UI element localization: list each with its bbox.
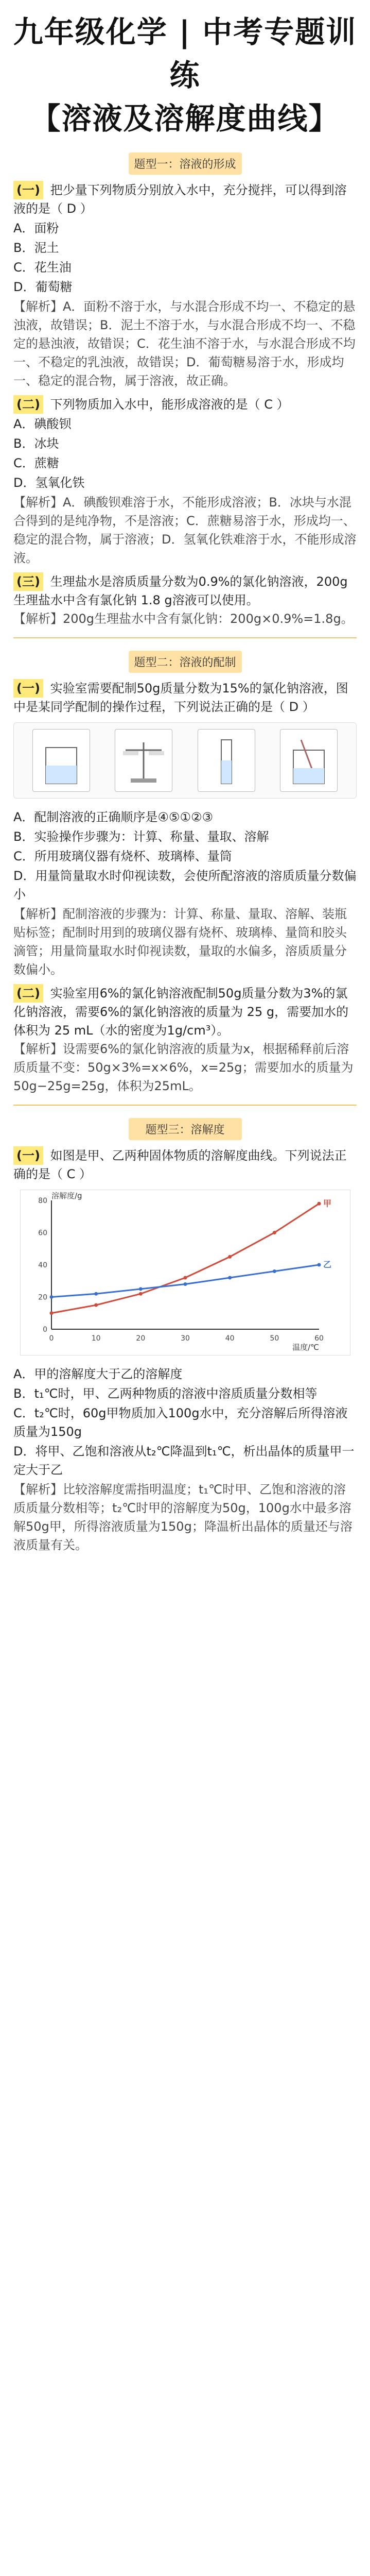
option-b: B．t₁℃时，甲、乙两种物质的溶液中溶质质量分数相等 bbox=[13, 1386, 318, 1401]
beaker-figure bbox=[32, 729, 90, 792]
x-tick-label: 50 bbox=[269, 1334, 279, 1343]
data-point bbox=[272, 1269, 276, 1273]
data-point bbox=[272, 1231, 276, 1234]
analysis: 【解析】配制溶液的步骤为：计算、称量、量取、溶解、装瓶贴标签；配制时用到的玻璃仪器有烧杯、玻璃棒、量筒和胶头滴管；用量筒量取水时仰视读数，量取的水偏多，溶质质量分数偏小。 bbox=[13, 907, 347, 977]
option-d: D．氢氧化铁 bbox=[13, 476, 85, 490]
data-point bbox=[138, 1292, 142, 1296]
x-tick-label: 20 bbox=[135, 1334, 145, 1343]
data-point bbox=[317, 1263, 321, 1267]
series-label: 乙 bbox=[323, 1260, 331, 1269]
divider bbox=[13, 1105, 357, 1106]
data-point bbox=[228, 1255, 232, 1259]
option-b: B．冰块 bbox=[13, 436, 59, 451]
y-tick-label: 40 bbox=[38, 1261, 47, 1269]
y-tick-label: 80 bbox=[38, 1197, 47, 1205]
y-axis-label: 溶解度/g bbox=[51, 1191, 82, 1200]
option-c: C．蔗糖 bbox=[13, 456, 59, 470]
question-tag: (一) bbox=[13, 1146, 43, 1165]
series-label: 甲 bbox=[323, 1198, 331, 1209]
question-text: 实验室用6%的氯化钠溶液配制50g质量分数为3%的氯化钠溶液，需要6%的氯化钠溶液的质量为 25 g，需要加水的体积为 25 mL（水的密度为1g/cm³）。 bbox=[13, 986, 349, 1038]
data-point bbox=[49, 1311, 53, 1315]
x-tick-label: 60 bbox=[314, 1334, 324, 1343]
option-a: A．配制溶液的正确顺序是④⑤①②③ bbox=[13, 810, 213, 824]
series-line-甲 bbox=[51, 1204, 319, 1313]
balance-figure bbox=[115, 729, 172, 792]
option-a: A．碘酸钡 bbox=[13, 417, 72, 431]
section-label: 题型二：溶液的配制 bbox=[129, 651, 242, 673]
solubility-chart bbox=[20, 1190, 350, 1355]
stir-figure bbox=[280, 729, 338, 792]
data-point bbox=[317, 1202, 321, 1206]
analysis: 【解析】比较溶解度需指明温度；t₁℃时甲、乙饱和溶液的溶质质量分数相等；t₂℃时甲的溶解度为50g，100g水中最多溶解50g甲，所得溶液质量为150g；降温析出晶体的质量还与溶液质量有关。 bbox=[13, 1482, 353, 1552]
beaker-icon bbox=[33, 730, 90, 791]
footer-space bbox=[0, 1560, 370, 1570]
x-axis-label: 温度/℃ bbox=[292, 1343, 319, 1352]
x-tick-label: 0 bbox=[49, 1334, 54, 1343]
question-text: 生理盐水是溶质质量分数为0.9%的氯化钠溶液，200g生理盐水中含有氯化钠 1.8 g溶液可以使用。 bbox=[13, 574, 348, 607]
x-tick-label: 30 bbox=[180, 1334, 190, 1343]
question-2 bbox=[13, 395, 357, 567]
analysis: 【解析】200g生理盐水中含有氯化钠：200g×0.9%=1.8g。 bbox=[13, 612, 354, 626]
balance-icon bbox=[115, 730, 172, 791]
question-tag: (一) bbox=[13, 181, 43, 199]
x-tick-label: 40 bbox=[225, 1334, 235, 1343]
x-tick-label: 10 bbox=[91, 1334, 101, 1343]
question-text: 如图是甲、乙两种固体物质的溶解度曲线。下列说法正确的是（ C ） bbox=[13, 1148, 347, 1181]
option-c: C．花生油 bbox=[13, 260, 72, 275]
option-b: B．实验操作步骤为：计算、称量、量取、溶解 bbox=[13, 829, 269, 844]
page-subtitle: 【溶液及溶解度曲线】 bbox=[30, 101, 340, 136]
data-point bbox=[49, 1295, 53, 1299]
data-point bbox=[183, 1282, 187, 1286]
header bbox=[0, 0, 370, 140]
question-4 bbox=[13, 679, 357, 979]
question-tag: (二) bbox=[13, 984, 43, 1003]
question-text: 把少量下列物质分别放入水中，充分搅拌，可以得到溶液的是（ D ） bbox=[13, 183, 347, 216]
option-d: D．用量筒量取水时仰视读数，会使所配溶液的溶质质量分数偏小 bbox=[13, 869, 357, 902]
analysis: 【解析】A．面粉不溶于水，与水混合形成不均一、不稳定的悬浊液，故错误；B．泥土不溶于水，与水混合形成不均一、不稳定的悬浊液，故错误；C．花生油不溶于水，与水混合形成不均一、不稳定的乳浊液，故错误；D．葡萄糖易溶于水，形成均一、稳定的混合物，属于溶液，故正确。 bbox=[13, 299, 356, 388]
cylinder-figure bbox=[198, 729, 255, 792]
data-point bbox=[138, 1287, 142, 1291]
data-point bbox=[94, 1303, 98, 1307]
question-text: 实验室需要配制50g质量分数为15%的氯化钠溶液，图中是某同学配制的操作过程，下列说法正确的是（ D ） bbox=[13, 681, 348, 714]
question-1 bbox=[13, 181, 357, 390]
divider bbox=[13, 637, 357, 638]
cylinder-icon bbox=[198, 730, 255, 791]
section-label: 题型一：溶液的形成 bbox=[129, 152, 242, 175]
question-text: 下列物质加入水中，能形成溶液的是（ C ） bbox=[50, 397, 289, 412]
section-3 bbox=[0, 1118, 370, 1554]
question-5 bbox=[13, 984, 357, 1095]
data-point bbox=[183, 1276, 187, 1280]
analysis: 【解析】设需要6%的氯化钠溶液的质量为x，根据稀释前后溶质质量不变：50g×3%=x×6%，x=25g；需要加水的质量为50g−25g=25g，体积为25mL。 bbox=[13, 1042, 354, 1093]
stir-rod-icon bbox=[280, 730, 337, 791]
option-b: B．泥土 bbox=[13, 241, 59, 255]
question-tag: (一) bbox=[13, 679, 43, 698]
series-line-乙 bbox=[51, 1265, 319, 1297]
data-point bbox=[228, 1276, 232, 1280]
lab-figure bbox=[13, 722, 357, 799]
option-d: D．将甲、乙饱和溶液从t₂℃降温到t₁℃，析出晶体的质量甲一定大于乙 bbox=[13, 1444, 355, 1477]
question-tag: (三) bbox=[13, 572, 43, 591]
page-title: 九年级化学 | 中考专题训练 bbox=[13, 14, 357, 93]
chart-svg bbox=[21, 1190, 350, 1355]
question-6 bbox=[13, 1146, 357, 1554]
y-tick-label: 0 bbox=[42, 1326, 47, 1334]
analysis: 【解析】A．碘酸钡难溶于水，不能形成溶液；B．冰块与水混合得到的是纯净物，不是溶液；C．蔗糖易溶于水，形成均一、稳定的混合物，属于溶液；D．氢氧化铁难溶于水，不能形成溶液。 bbox=[13, 495, 357, 565]
y-tick-label: 60 bbox=[38, 1229, 47, 1238]
option-c: C．所用玻璃仪器有烧杯、玻璃棒、量筒 bbox=[13, 849, 232, 863]
option-a: A．面粉 bbox=[13, 221, 59, 235]
option-c: C．t₂℃时，60g甲物质加入100g水中，充分溶解后所得溶液质量为150g bbox=[13, 1406, 348, 1439]
section-label: 题型三：溶解度 bbox=[129, 1118, 242, 1140]
section-1 bbox=[0, 152, 370, 628]
question-tag: (二) bbox=[13, 395, 43, 414]
data-point bbox=[94, 1292, 98, 1296]
option-d: D．葡萄糖 bbox=[13, 280, 73, 294]
y-tick-label: 20 bbox=[38, 1293, 47, 1302]
section-2 bbox=[0, 651, 370, 1095]
option-a: A．甲的溶解度大于乙的溶解度 bbox=[13, 1367, 183, 1381]
question-3 bbox=[13, 572, 357, 628]
